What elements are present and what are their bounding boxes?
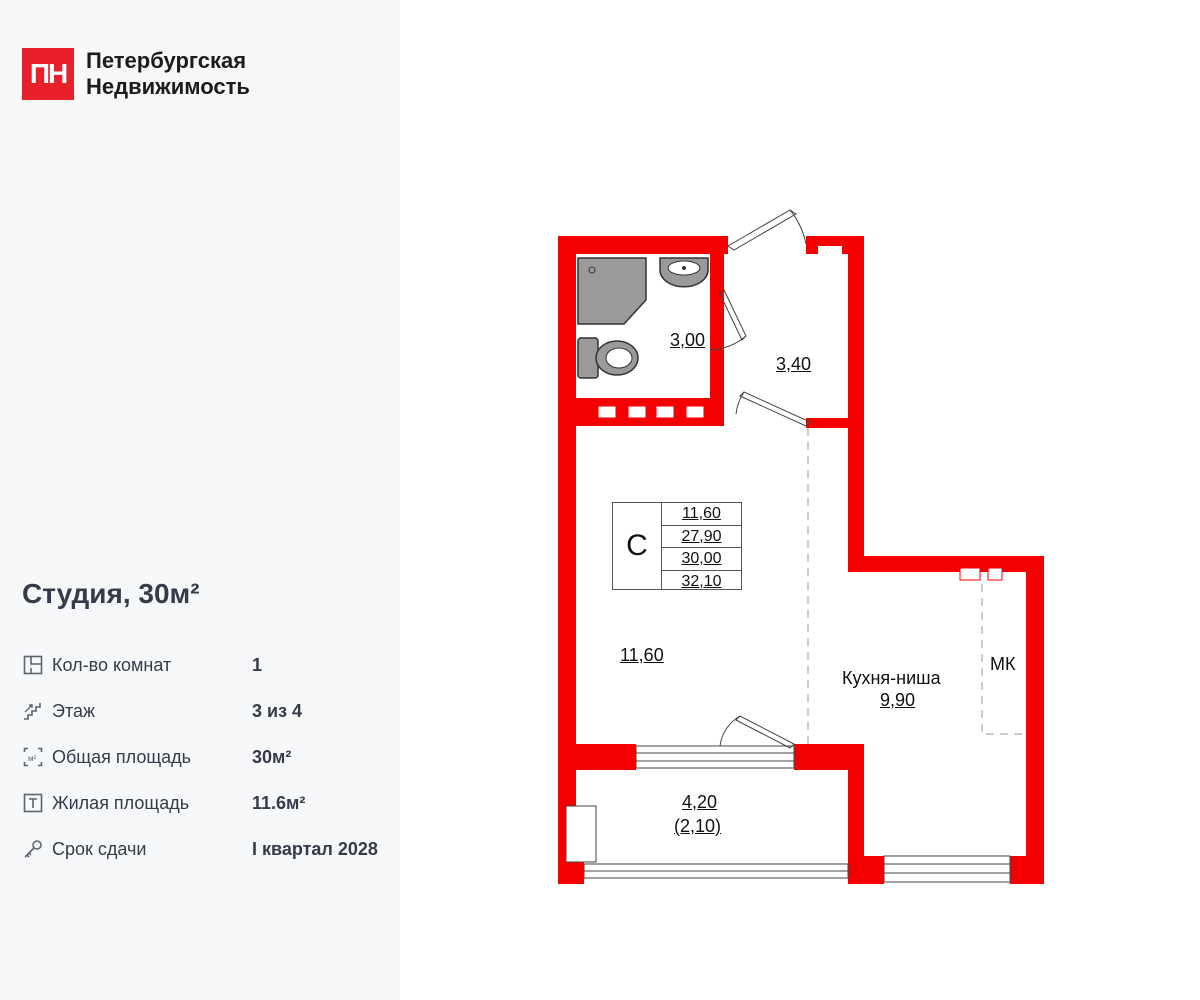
apartment-type-letter: С	[613, 503, 662, 589]
summary-total-no-balcony: 27,90	[662, 526, 741, 549]
brand-name	[86, 48, 250, 100]
kitchen-name-label: Кухня-ниша	[842, 668, 941, 688]
doors	[710, 210, 810, 748]
hall-area-label: 3,40	[776, 354, 812, 374]
property-list	[22, 642, 382, 872]
brand-logo[interactable]	[22, 48, 74, 100]
windows	[584, 746, 1010, 882]
prop-living-area	[22, 780, 382, 826]
summary-total-full: 32,10	[681, 572, 722, 590]
balcony-reduced-label: (2,10)	[674, 816, 722, 836]
info-sidebar	[0, 0, 400, 1000]
logo-letters: ПН	[29, 58, 67, 89]
area-icon	[22, 746, 44, 768]
prop-floor	[22, 688, 382, 734]
kitchen-area-label: 9,90	[880, 690, 916, 710]
prop-label: Этаж	[52, 700, 96, 721]
room-area-label: 11,60	[620, 645, 664, 665]
listing-title: Студия, 30м²	[22, 578, 200, 609]
bathroom-fixtures	[578, 258, 708, 378]
prop-rooms	[22, 642, 382, 688]
prop-value: 3 из 4	[252, 700, 303, 721]
prop-delivery	[22, 826, 382, 872]
prop-label: Общая площадь	[52, 746, 192, 767]
summary-living: 11,60	[662, 503, 741, 526]
prop-value: 11.6м²	[252, 792, 306, 813]
prop-value: 30м²	[252, 746, 292, 767]
balcony-area-label: 4,20	[682, 792, 718, 812]
svg-text:м²: м²	[28, 754, 37, 763]
mk-label: МК	[990, 654, 1016, 674]
prop-label: Кол-во комнат	[52, 654, 172, 675]
prop-total-area	[22, 734, 382, 780]
prop-value: 1	[252, 654, 263, 675]
area-summary-table	[612, 502, 742, 590]
prop-value: I квартал 2028	[252, 838, 378, 859]
prop-label: Жилая площадь	[52, 792, 190, 813]
bathroom-area-label: 3,00	[670, 330, 706, 350]
prop-label: Срок сдачи	[52, 838, 147, 859]
floorplan-icon	[22, 654, 44, 676]
summary-total: 30,00	[662, 548, 741, 571]
brand-line-1: Петербургская	[86, 48, 247, 73]
key-icon	[22, 838, 44, 860]
brand-line-2: Недвижимость	[86, 74, 250, 99]
stairs-icon	[22, 700, 44, 722]
living-area-icon	[22, 792, 44, 814]
